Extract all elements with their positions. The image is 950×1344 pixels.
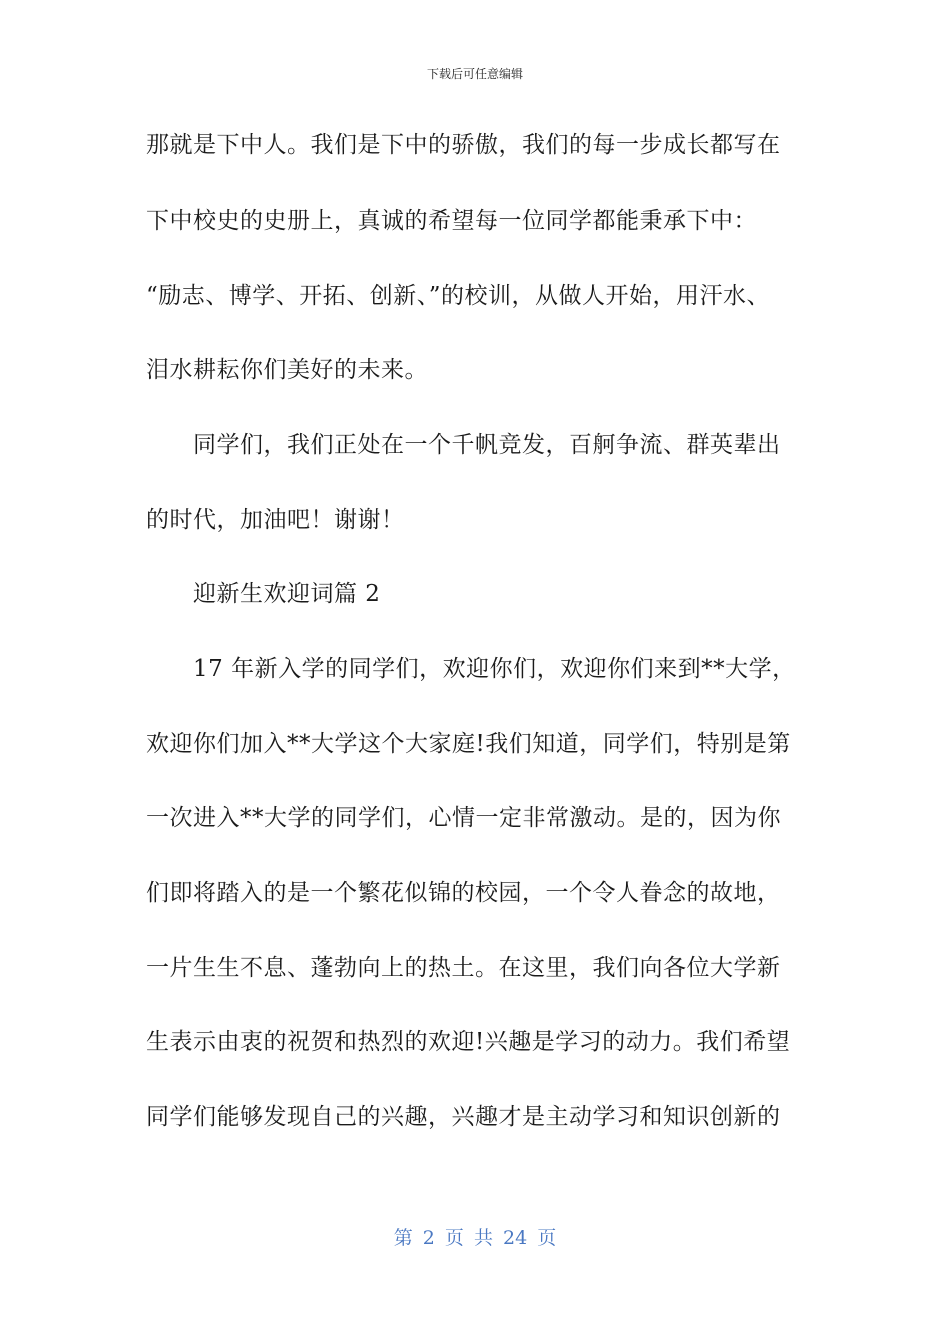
paragraph-line: 们即将踏入的是一个繁花似锦的校园，一个令人眷念的故地， xyxy=(146,880,781,906)
paragraph-line: 泪水耕耘你们美好的未来。 xyxy=(146,357,428,383)
paragraph-line: 欢迎你们加入**大学这个大家庭!我们知道，同学们，特别是第 xyxy=(146,731,791,757)
paragraph-line: “励志、博学、开拓、创新、”的校训，从做人开始，用汗水、 xyxy=(146,283,771,309)
paragraph-line: 生表示由衷的祝贺和热烈的欢迎!兴趣是学习的动力。我们希望 xyxy=(146,1029,791,1055)
paragraph-line: 那就是下中人。我们是下中的骄傲，我们的每一步成长都写在 xyxy=(146,132,781,158)
page-header: 下载后可任意编辑 xyxy=(426,67,523,81)
paragraph-line: 17 年新入学的同学们，欢迎你们，欢迎你们来到**大学， xyxy=(193,656,796,682)
paragraph-line: 的时代，加油吧！谢谢！ xyxy=(146,507,405,533)
paragraph-line: 一次进入**大学的同学们，心情一定非常激动。是的，因为你 xyxy=(146,805,781,831)
paragraph-line: 下中校史的史册上，真诚的希望每一位同学都能秉承下中： xyxy=(146,208,757,234)
page-number-footer: 第 2 页 共 24 页 xyxy=(393,1227,557,1249)
paragraph-line: 同学们，我们正处在一个千帆竞发，百舸争流、群英辈出 xyxy=(193,432,781,458)
paragraph-line: 同学们能够发现自己的兴趣，兴趣才是主动学习和知识创新的 xyxy=(146,1104,781,1130)
paragraph-line: 一片生生不息、蓬勃向上的热土。在这里，我们向各位大学新 xyxy=(146,955,781,981)
section-heading: 迎新生欢迎词篇 2 xyxy=(193,581,381,607)
